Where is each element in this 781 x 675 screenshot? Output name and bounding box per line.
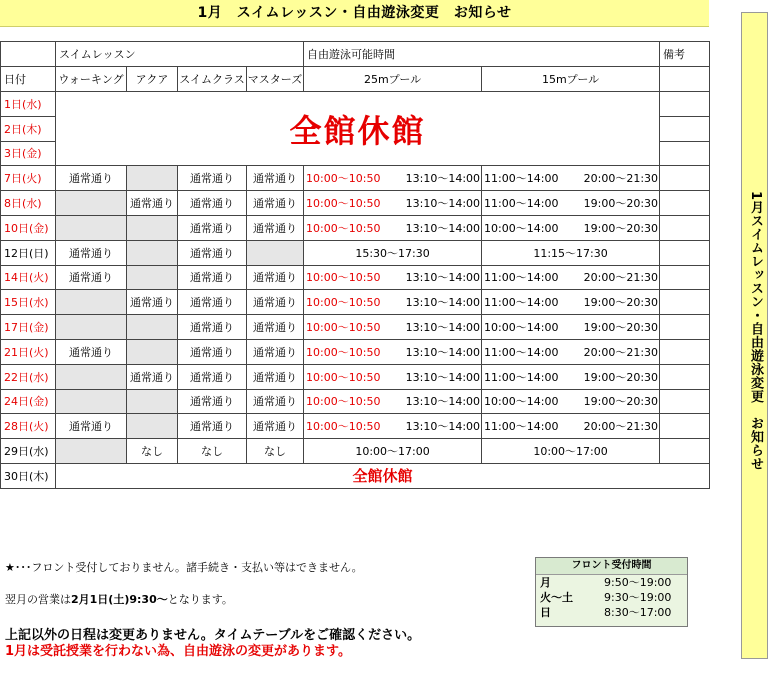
pool25-cell: 10:00～10:50 13:10～14:00	[304, 191, 482, 216]
aqua-cell	[127, 265, 178, 290]
masters-cell: 通常通り	[247, 191, 304, 216]
front-day: 月	[540, 576, 551, 589]
date-cell: 7日(火)	[1, 166, 56, 191]
pool15-cell: 11:00～14:00 20:00～21:30	[482, 166, 660, 191]
date-cell: 10日(金)	[1, 215, 56, 240]
remarks-cell	[660, 389, 710, 414]
aqua-cell: 通常通り	[127, 290, 178, 315]
header-row-1	[1, 42, 710, 67]
aqua-cell	[127, 240, 178, 265]
date-cell: 28日(火)	[1, 414, 56, 439]
aqua-cell	[127, 215, 178, 240]
remarks-cell	[660, 439, 710, 464]
page-title: 1月 スイムレッスン・自由遊泳変更 お知らせ	[0, 0, 709, 27]
date-cell: 17日(金)	[1, 315, 56, 340]
closed-notice-text: 全館休館	[289, 111, 426, 150]
swim-class-cell: 通常通り	[178, 166, 247, 191]
closed-notice-30	[56, 463, 710, 488]
front-time: 8:30～17:00	[604, 606, 672, 619]
header-swim-class: スイムクラス	[178, 67, 247, 92]
masters-cell: 通常通り	[247, 166, 304, 191]
aqua-cell	[127, 339, 178, 364]
remarks-cell	[660, 166, 710, 191]
closed-notice-30-text: 全館休館	[352, 467, 413, 486]
table-row	[1, 364, 710, 389]
swim-class-cell: 通常通り	[178, 389, 247, 414]
remarks-cell	[660, 141, 710, 166]
pool25-cell: 15:30～17:30	[304, 240, 482, 265]
masters-cell: 通常通り	[247, 215, 304, 240]
note-no-other-changes: 上記以外の日程は変更ありません。タイムテーブルをご確認ください。	[5, 628, 421, 643]
header-remarks-blank	[660, 67, 710, 92]
walking-cell	[56, 191, 127, 216]
table-row	[1, 439, 710, 464]
front-hours-row	[536, 590, 687, 605]
schedule-table	[0, 41, 710, 489]
remarks-cell	[660, 215, 710, 240]
note-free-swim-change: 1月は受託授業を行わない為、自由遊泳の変更があります。	[5, 644, 352, 659]
date-cell: 12日(日)	[1, 240, 56, 265]
table-row	[1, 215, 710, 240]
walking-cell	[56, 389, 127, 414]
masters-cell: 通常通り	[247, 315, 304, 340]
pool25-cell: 10:00～10:50 13:10～14:00	[304, 290, 482, 315]
pool25-cell: 10:00～10:50 13:10～14:00	[304, 215, 482, 240]
date-cell: 3日(金)	[1, 141, 56, 166]
remarks-cell	[660, 364, 710, 389]
swim-class-cell: 通常通り	[178, 191, 247, 216]
masters-cell: 通常通り	[247, 414, 304, 439]
walking-cell	[56, 290, 127, 315]
remarks-cell	[660, 414, 710, 439]
front-desk-hours-box	[535, 557, 688, 627]
swim-class-cell: 通常通り	[178, 315, 247, 340]
table-row	[1, 290, 710, 315]
masters-cell: 通常通り	[247, 389, 304, 414]
remarks-cell	[660, 315, 710, 340]
walking-cell: 通常通り	[56, 414, 127, 439]
side-banner-text: 1月スイムレッスン・自由遊泳変更 お知らせ	[748, 191, 763, 471]
side-banner	[741, 12, 768, 659]
next-month-date: 2月1日(土)9:30～	[71, 593, 168, 606]
swim-class-cell: 通常通り	[178, 364, 247, 389]
header-swim-lesson: スイムレッスン	[56, 42, 304, 67]
walking-cell	[56, 315, 127, 340]
masters-cell	[247, 240, 304, 265]
pool15-cell: 11:00～14:00 20:00～21:30	[482, 339, 660, 364]
swim-class-cell: 通常通り	[178, 290, 247, 315]
front-day: 日	[540, 606, 551, 619]
aqua-cell	[127, 166, 178, 191]
masters-cell: 通常通り	[247, 364, 304, 389]
swim-class-cell: 通常通り	[178, 215, 247, 240]
date-cell: 15日(水)	[1, 290, 56, 315]
remarks-cell	[660, 240, 710, 265]
table-row	[1, 166, 710, 191]
date-cell: 14日(火)	[1, 265, 56, 290]
table-row	[1, 315, 710, 340]
front-hours-row	[536, 575, 687, 590]
date-cell: 2日(木)	[1, 116, 56, 141]
header-blank	[1, 42, 56, 67]
front-day: 火～土	[540, 591, 573, 604]
remarks-cell	[660, 92, 710, 117]
walking-cell: 通常通り	[56, 339, 127, 364]
table-row	[1, 240, 710, 265]
remarks-cell	[660, 290, 710, 315]
pool25-cell: 10:00～10:50 13:10～14:00	[304, 265, 482, 290]
masters-cell: なし	[247, 439, 304, 464]
pool25-cell: 10:00～17:00	[304, 439, 482, 464]
walking-cell	[56, 364, 127, 389]
aqua-cell: 通常通り	[127, 364, 178, 389]
header-aqua: アクア	[127, 67, 178, 92]
front-desk-hours-title: フロント受付時間	[536, 558, 687, 575]
swim-class-cell: なし	[178, 439, 247, 464]
front-time: 9:50～19:00	[604, 576, 672, 589]
header-25m-pool: 25mプール	[304, 67, 482, 92]
front-hours-row	[536, 605, 687, 620]
front-time: 9:30～19:00	[604, 591, 672, 604]
header-date: 日付	[1, 67, 56, 92]
date-cell: 21日(火)	[1, 339, 56, 364]
walking-cell: 通常通り	[56, 265, 127, 290]
date-cell: 30日(木)	[1, 463, 56, 488]
pool25-cell: 10:00～10:50 13:10～14:00	[304, 389, 482, 414]
date-cell: 8日(水)	[1, 191, 56, 216]
note-front-desk: ★･･･フロント受付しておりません。諸手続き・支払い等はできません。	[5, 561, 363, 574]
pool15-cell: 11:00～14:00 20:00～21:30	[482, 265, 660, 290]
pool15-cell: 10:00～17:00	[482, 439, 660, 464]
pool25-cell: 10:00～10:50 13:10～14:00	[304, 315, 482, 340]
table-row	[1, 414, 710, 439]
walking-cell: 通常通り	[56, 240, 127, 265]
walking-cell	[56, 439, 127, 464]
table-row	[1, 463, 710, 488]
walking-cell: 通常通り	[56, 166, 127, 191]
pool15-cell: 11:00～14:00 20:00～21:30	[482, 414, 660, 439]
header-walking: ウォーキング	[56, 67, 127, 92]
table-row	[1, 265, 710, 290]
masters-cell: 通常通り	[247, 290, 304, 315]
swim-class-cell: 通常通り	[178, 414, 247, 439]
remarks-cell	[660, 116, 710, 141]
pool25-cell: 10:00～10:50 13:10～14:00	[304, 364, 482, 389]
swim-class-cell: 通常通り	[178, 240, 247, 265]
masters-cell: 通常通り	[247, 265, 304, 290]
date-cell: 24日(金)	[1, 389, 56, 414]
aqua-cell: 通常通り	[127, 191, 178, 216]
header-remarks: 備考	[660, 42, 710, 67]
swim-class-cell: 通常通り	[178, 265, 247, 290]
date-cell: 22日(水)	[1, 364, 56, 389]
aqua-cell	[127, 389, 178, 414]
remarks-cell	[660, 191, 710, 216]
date-cell: 1日(水)	[1, 92, 56, 117]
header-free-swim: 自由遊泳可能時間	[304, 42, 660, 67]
pool15-cell: 11:00～14:00 19:00～20:30	[482, 364, 660, 389]
pool15-cell: 11:15～17:30	[482, 240, 660, 265]
pool25-cell: 10:00～10:50 13:10～14:00	[304, 339, 482, 364]
aqua-cell	[127, 315, 178, 340]
pool15-cell: 10:00～14:00 19:00～20:30	[482, 315, 660, 340]
swim-class-cell: 通常通り	[178, 339, 247, 364]
pool15-cell: 10:00～14:00 19:00～20:30	[482, 389, 660, 414]
aqua-cell	[127, 414, 178, 439]
pool15-cell: 10:00～14:00 19:00～20:30	[482, 215, 660, 240]
pool15-cell: 11:00～14:00 19:00～20:30	[482, 290, 660, 315]
table-row	[1, 191, 710, 216]
table-row	[1, 389, 710, 414]
table-row	[1, 92, 710, 117]
aqua-cell: なし	[127, 439, 178, 464]
date-cell: 29日(水)	[1, 439, 56, 464]
header-15m-pool: 15mプール	[482, 67, 660, 92]
pool25-cell: 10:00～10:50 13:10～14:00	[304, 166, 482, 191]
remarks-cell	[660, 339, 710, 364]
remarks-cell	[660, 265, 710, 290]
masters-cell: 通常通り	[247, 339, 304, 364]
closed-notice	[56, 92, 660, 166]
table-row	[1, 339, 710, 364]
note-next-month: 翌月の営業は2月1日(土)9:30～となります。	[5, 593, 233, 606]
walking-cell	[56, 215, 127, 240]
header-row-2	[1, 67, 710, 92]
pool25-cell: 10:00～10:50 13:10～14:00	[304, 414, 482, 439]
header-masters: マスターズ	[247, 67, 304, 92]
pool15-cell: 11:00～14:00 19:00～20:30	[482, 191, 660, 216]
